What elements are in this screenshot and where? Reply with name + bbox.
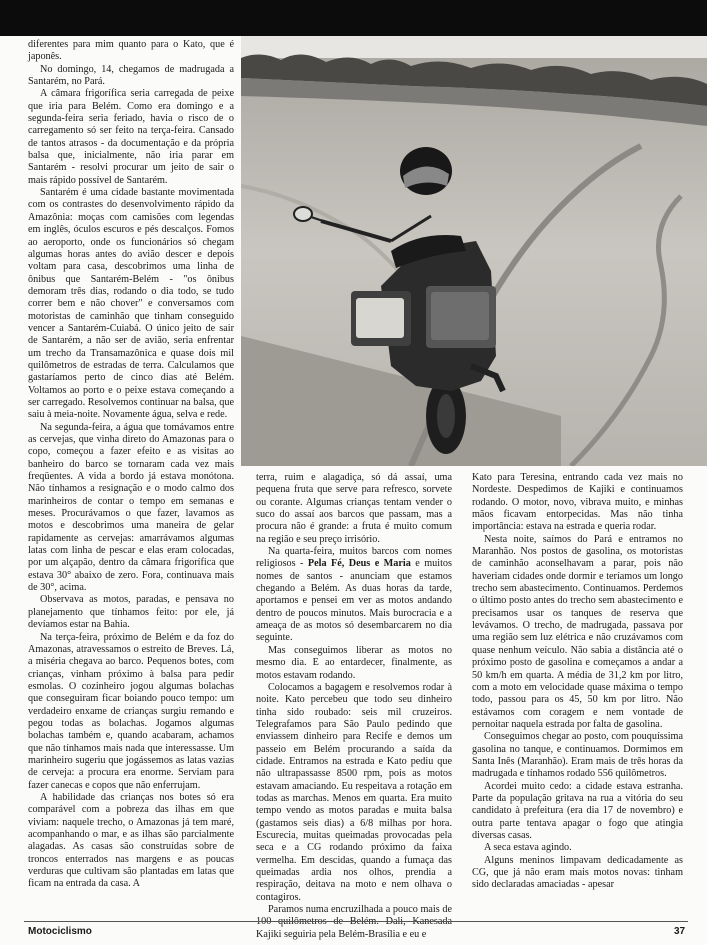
paragraph: Paramos numa encruzilhada a pouco mais de Kajiki seguiria pela Belém-Brasília e eu e [256, 904, 452, 940]
paragraph: diferentes para mim quanto para o Kato, que é japonês. [28, 39, 234, 63]
article-column-1 [28, 39, 234, 891]
top-black-band [0, 0, 707, 36]
paragraph: Santarém é uma cidade bastante movimentada com os contrastes do desenvolvimento rápido da Amazônia: moças com camisões com legendas em inglês, óculos escuros e pés descalços. Fomos ao aeroporto, onde os funcionários só chegam algumas horas antes do avião descer e depois voltam para casa, descobrimos uma linha de ônibus que Santarém-Belém - "os ônibus demoram três dias, rodando o dia todo, se tudo correr bem e não chover" e conversamos com motoristas de caminhão que tinham conseguido vencer a Santarém-Cuiabá. O único jeito de sair de Santarém, a não ser de avião, seria enfrentar um trecho da Transamazônica e quase dois mil quilômetros de estradas de terra. Calculamos que gastaríamos perto de cinco dias até Belém. Voltamos ao porto e o peixe estava começando a ser carregado. Resolvemos continuar na balsa, que saiu à meia-noite. Novamente água, selva e rede. [28, 187, 234, 421]
paragraph: Observava as motos, paradas, e pensava no planejamento que tínhamos feito: por ele, já devíamos estar na Bahia. [28, 594, 234, 631]
footer-rule [24, 921, 688, 922]
paragraph: Kato para Teresina, entrando cada vez mais no Nordeste. Despedimos de Kajiki e continuamos rodando. O motor, novo, vibrava muito, e minhas mãos ficavam entorpecidas. Mas não tinha importância: estava na estrada e queria rodar. [472, 472, 683, 533]
paragraph: terra, ruim e alagadiça, só dá assaí, uma pequena fruta que serve para refresco, sorvete ou corante. Algumas crianças tentam vender o suco do assaí aos barcos que passam, mas a procura não é grande: a fruta é muito comum na região e seu preço irrisório. [256, 472, 452, 545]
paragraph: Conseguimos chegar ao posto, com pouquíssima gasolina no tanque, e continuamos. Dormimos em Santa Inês (Maranhão). Eram mais de três horas da madrugada e tínhamos rodado 556 quilômetros. [472, 731, 683, 780]
text-run: e muitos nomes de santos - anunciam que estamos chegando a Belém. As duas horas da tarde, aportamos e pensei em ver as motos andando dentro de poucos minutos. Mais burocracia e a ameaça de as motos só desembarcarem no dia seguinte. [256, 558, 452, 644]
article-column-2 [256, 472, 452, 941]
paragraph: A habilidade das crianças nos botes só era comparável com a pobreza das ilhas em que viviam: naquele trecho, o Amazonas já tem maré, acompanhando o mar, e as ilhas são parcialmente alagadas. As casas são construídas sobre de troncos enterrados nas margens e as poucas verduras que cultivam são plantadas em latas que ficam na entrada da casa. A [28, 791, 234, 890]
boat-names: Pela Fé, Deus e Maria [307, 558, 411, 570]
article-column-3 [472, 472, 683, 892]
motorcycle-photo [241, 36, 707, 466]
paragraph: Acordei muito cedo: a cidade estava estranha. Parte da população gritava na rua a vitória do seu candidato à prefeitura (era dia 17 de novembro) e outra parte tentava apagar o fogo que atingia diversas casas. [472, 780, 683, 841]
paragraph: Alguns meninos limpavam dedicadamente as CG, que já não eram mais motos novas: tinham sido declaradas amaciadas - apesar [472, 854, 683, 891]
paragraph: Mas conseguimos liberar as motos no mesmo dia. E ao entardecer, finalmente, as motos estavam rodando. [256, 644, 452, 681]
paragraph: No domingo, 14, chegamos de madrugada a Santarém, no Pará. [28, 63, 234, 88]
paragraph: Na terça-feira, próximo de Belém e da foz do Amazonas, atravessamos o estreito de Breves. Lá, a miséria chegava ao barco. Pequenos botes, com crianças, vinham próximo à balsa para pedir esmolas. O cozinheiro jogou algumas bolachas que conseguiram ficar boiando pouco tempo: um verdadeiro enxame de crianças surgiu remando e pegou todas as bolachas. Jogamos algumas bolachas também e, quando acabaram, achamos que não tínhamos mais nada que interessasse. Um marinheiro sugeriu que jogássemos as latas vazias de cerveja: a procura era enorme. Serviam para fazer canecas e copos que não enferrujam. [28, 631, 234, 791]
paragraph: Na segunda-feira, a água que tomávamos entre as cervejas, que vinha direto do Amazonas para o copo, começou a fazer efeito e as visitas ao banheiro do barco se tornaram cada vez mais freqüentes. A vida a bordo já estava monótona. Não tínhamos a resignação e o modo calmo dos marinheiros de contar o tempo em semanas e meses. Procurávamos o que fazer, lavamos as motos e descobrimos uma maneira de gelar rapidamente as cervejas: amarrávamos algumas latas com linha de pescar e elas eram colocadas, por um alçapão, dentro da câmara frigorífica que estava 30° abaixo de zero. Fora, continuava mais de 30°, acima. [28, 421, 234, 594]
page-number: 37 [674, 926, 686, 937]
text-run: Na quarta-feira, muitos barcos com nomes religiosos - [256, 546, 452, 570]
paragraph: A seca estava agindo. [484, 842, 572, 854]
paragraph: Nesta noite, saímos do Pará e entramos no Maranhão. Nos postos de gasolina, os motoristas de caminhão aconselhavam a parar, pois não haveriam cidades onde dormir e teríamos um longo trecho sem abastecimento. Continuamos. Perdemos o último posto antes do trecho sem abastecimento e precisamos usar os tanques de reserva que levávamos. O trecho, de madrugada, passava por uma região sem luz elétrica e não cruzávamos com quase nenhum veículo. Não sabia a distância até o próximo posto de gasolina e começamos a andar a 50 km/h em quarta. A média de 31,2 km por litro, com a moto em velocidade quase máxima o tempo todo, passou para os 45, 50 km por litro. Não estávamos com coragem e nem vontade de pernoitar naquela estrada por falta de gasolina. [472, 533, 683, 730]
magazine-name: Motociclismo [28, 926, 92, 937]
paragraph: A câmara frigorífica seria carregada de peixe que iria para Belém. Como era domingo e a segunda-feira seria feriado, havia o risco de o carregamento só ser feito na terça-feira. Cansado de tantos atrasos - da documentação e da própria balsa que, inicialmente, não iria parar em Santarém - resolvi procurar um jeito de sair o mais rápido possível de Santarém. [28, 88, 234, 186]
paragraph [256, 546, 452, 645]
paragraph: Colocamos a bagagem e resolvemos rodar à noite. Kato percebeu que todo seu dinheiro tinha sido roubado: seis mil cruzeiros. Telegrafamos para São Paulo pedindo que enviassem dinheiro para Recife e demos um passeio em Belém procurando a saída da cidade. Entramos na estrada e Kato pediu que não ultrapassasse 8500 rpm, pois as motos estavam amaciando. Eu respeitava a rotação em todas as marchas. Menos em quarta. Era muito tempo vendo as motos paradas e muita balsa (gastamos seis dias) a 6/8 milhas por hora. Escurecia, muitas queimadas provocadas pela seca e a CG rodando próximo da faixa vermelha. Em descidas, quando a fumaça das queimadas ardia nos olhos, prendia a respiração, deitava na moto e nem olhava o contagiros. [256, 681, 452, 903]
